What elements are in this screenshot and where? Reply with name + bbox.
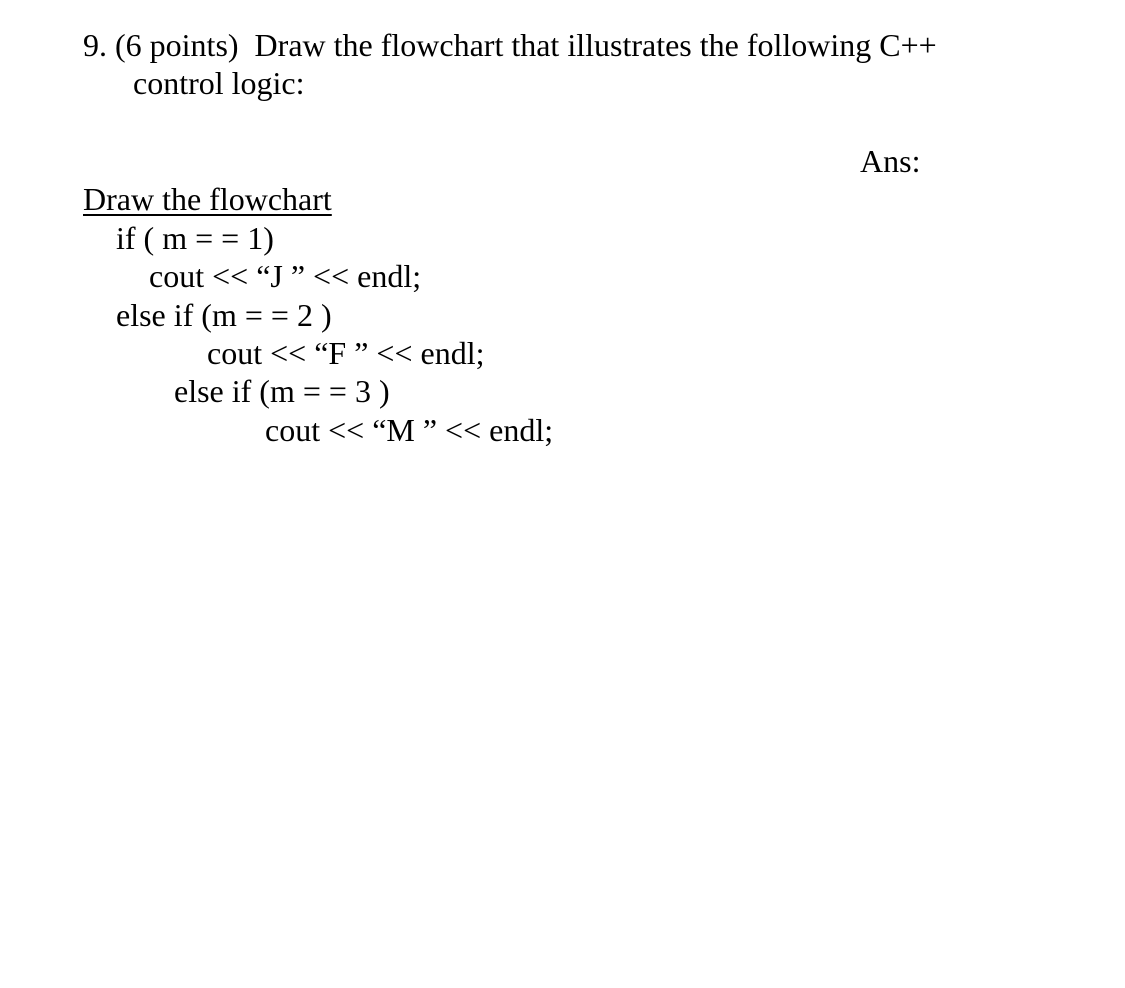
question-text-line-2: control logic: (133, 65, 305, 101)
code-line: cout << “F ” << endl; (207, 335, 485, 371)
code-line: else if (m = = 2 ) (116, 297, 332, 333)
code-line: if ( m = = 1) (116, 220, 274, 256)
question-text-line-1: 9. (6 points) Draw the flowchart that illustrates the following C++ (83, 27, 937, 63)
section-heading: Draw the flowchart (83, 181, 332, 217)
answer-label: Ans: (860, 143, 921, 179)
code-line: cout << “M ” << endl; (265, 412, 554, 448)
code-line: cout << “J ” << endl; (149, 258, 422, 294)
code-line: else if (m = = 3 ) (174, 373, 390, 409)
